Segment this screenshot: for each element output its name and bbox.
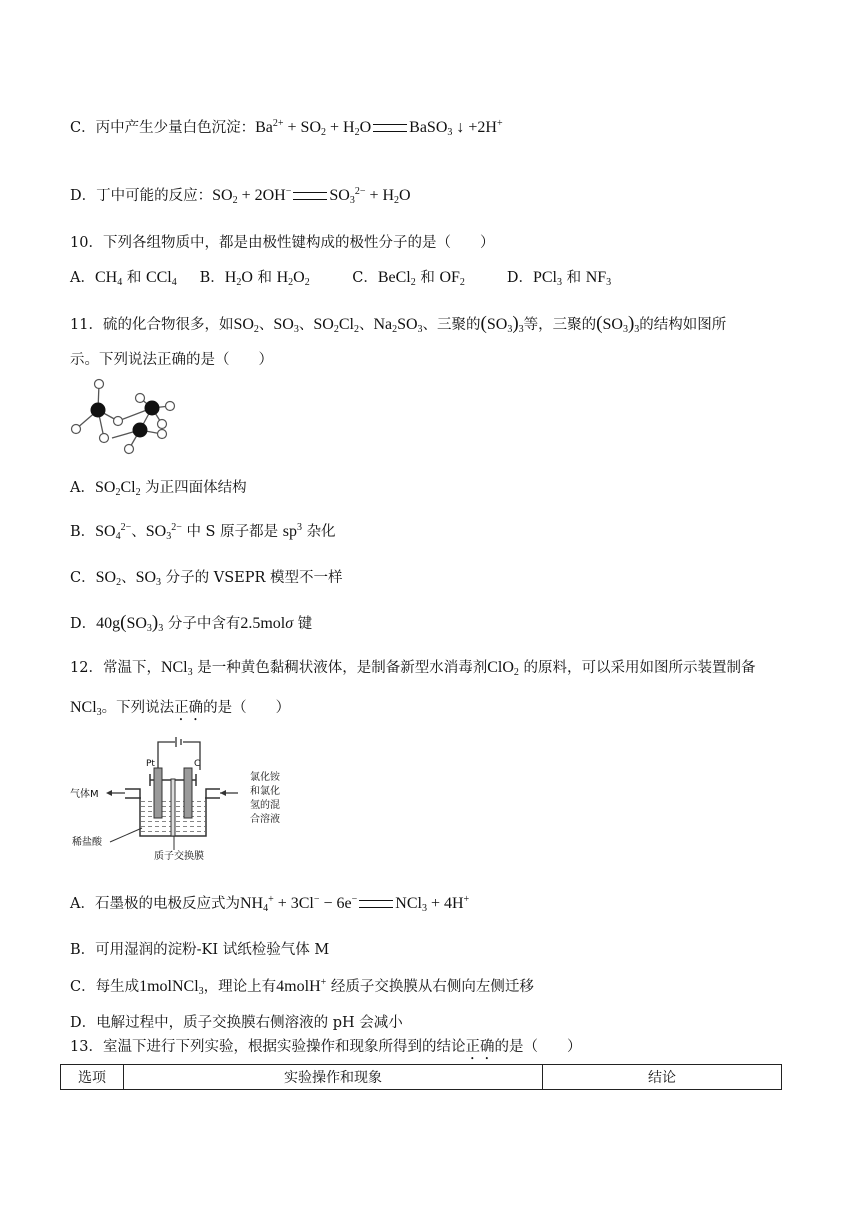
q12-electrolysis-figure [70, 734, 300, 864]
q9-d-equation: $SO_2 + 2OH^-$ $SO_3^{2-} + H_2O$ [212, 186, 411, 206]
q10-option-c: C．BeCl$_2$ 和 $OF_2$ [352, 269, 465, 288]
q10-stem: 10．下列各组物质中，都是由极性键构成的极性分子的是（ ） [70, 235, 495, 251]
q11-structure-figure [66, 376, 184, 456]
q12-option-c: C．每生成1molNCl$_3$，理论上有4molH+ 经质子交换膜从右侧向左侧迁移 [70, 977, 534, 997]
q12-fig-right-label-2: 和氯化 [250, 786, 280, 797]
q10-option-b: B．$H_2O$ 和 $H_2O_2$ [199, 269, 310, 288]
q11-option-c: C．$SO_2$、$SO_3$ 分子的 VSEPR 模型不一样 [70, 569, 343, 588]
q10-option-d: D．PCl$_3$ 和 $NF_3$ [506, 269, 612, 288]
q9-c-equation: $Ba^{2+} + SO_2 + H_2O$ BaSO$_3$ ↓ +2H+ [255, 118, 503, 138]
q12-option-a: A．石墨极的电极反应式为$NH_4^+ + 3Cl^- - 6e^-$ NCl$_3$ + 4H+ [70, 894, 470, 914]
q11-option-b: B．$SO_4^{2-}$、$SO_3^{2-}$ 中 S 原子都是 $sp^3$ 杂化 [70, 522, 336, 542]
q12-fig-acid-label: 稀盐酸 [72, 837, 102, 848]
q13-table [60, 1064, 782, 1090]
table-header-cell: 选项 [61, 1065, 124, 1090]
q12-option-d: D．电解过程中，质子交换膜右侧溶液的 pH 会减小 [70, 1015, 403, 1031]
q9-option-c: C．丙中产生少量白色沉淀：$Ba^{2+} + SO_2 + H_2O$ BaSO$_3$ ↓ +2H+ [70, 118, 503, 138]
q12-fig-gas-label: 气体M [70, 789, 99, 800]
q10-option-a: A．$CH_4$ 和 CCl$_4$ [70, 269, 177, 288]
q11-option-a: A．$SO_2Cl_2$ 为正四面体结构 [70, 479, 247, 498]
q9-option-d: D．丁中可能的反应：$SO_2 + 2OH^-$ $SO_3^{2-} + H_2O$ [70, 186, 411, 206]
q12-fig-right-label-1: 氯化铵 [250, 772, 280, 783]
q11-option-d: D．$40g(SO_3)_3$ 分子中含有2.5molσ 键 [70, 612, 313, 634]
table-header-row [61, 1065, 782, 1090]
q12-option-b: B．可用湿润的淀粉-KI 试纸检验气体 M [70, 942, 330, 958]
q12-fig-right-label-3: 氢的混 [250, 800, 280, 811]
q11-stem: 11．硫的化合物很多，如$SO_2$、$SO_3$、$SO_2Cl_2$、$Na_2SO_3$、三聚的$(SO_3)_3$等，三聚的$(SO_3)_3$的结构如图所 [70, 313, 727, 335]
table-header-cell: 结论 [543, 1065, 782, 1090]
q12-fig-pt-label: Pt [146, 759, 155, 769]
q11-stem-line2: 示。下列说法正确的是（ ） [70, 352, 273, 368]
q12-stem: 12．常温下，NCl$_3$ 是一种黄色黏稠状液体，是制备新型水消毒剂ClO$_2$ 的原料，可以采用如图所示装置制备 [70, 659, 756, 678]
q12-fig-right-label-4: 合溶液 [250, 814, 280, 825]
q12-stem-line2: NCl$_3$。下列说法正确的是（ ） [70, 699, 291, 718]
q12-fig-membrane-label: 质子交换膜 [154, 851, 204, 862]
q10-options [70, 268, 611, 288]
q13-stem: 13．室温下进行下列实验，根据实验操作和现象所得到的结论正确的是（ ） [70, 1039, 582, 1055]
q12-fig-c-label: C [194, 759, 201, 769]
table-header-cell: 实验操作和现象 [124, 1065, 543, 1090]
